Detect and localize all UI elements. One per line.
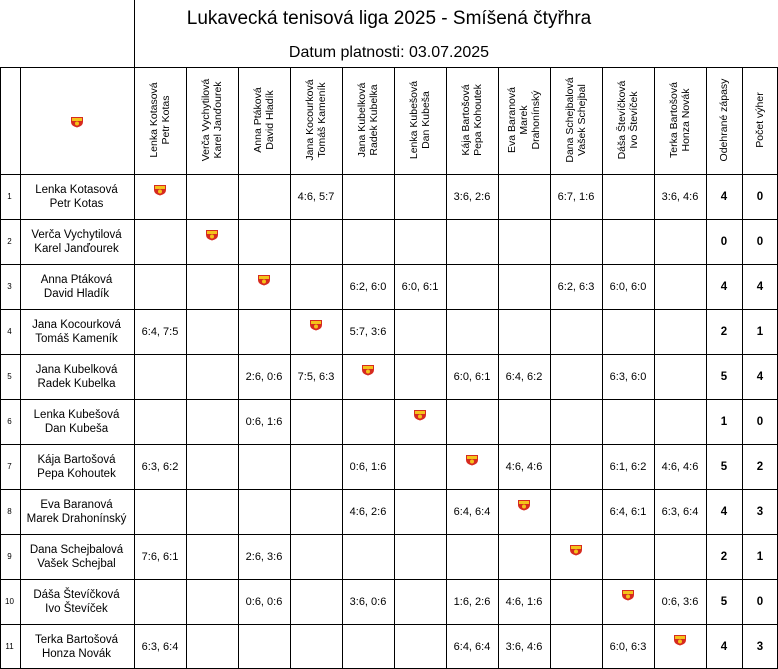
club-logo-icon [205,229,219,241]
team-player-2: David Hladík [43,287,110,300]
score-cell [290,624,342,669]
self-match-cell [654,624,706,669]
column-header [654,67,706,173]
column-header [290,67,342,173]
team-name [20,489,133,534]
row-number: 9 [7,552,12,561]
column-header-line: Marek [518,105,530,135]
played-header [706,67,742,173]
club-logo-icon [413,409,427,421]
match-score: 6:0, 6:0 [609,280,647,293]
score-cell [342,489,394,534]
self-match-cell [290,309,342,354]
column-header-line: Ivo Števíček [628,91,640,149]
score-cell [654,534,706,579]
column-header-line: Jana Kocourková [304,79,316,161]
score-cell [654,399,706,444]
score-cell [394,264,446,309]
match-score: 6:4, 6:4 [453,640,491,653]
wins-count: 1 [756,550,764,563]
score-cell [290,444,342,489]
match-score: 6:0, 6:3 [609,640,647,653]
match-score: 6:3, 6:4 [141,640,179,653]
score-cell [290,489,342,534]
column-header [498,67,550,173]
self-match-cell [394,399,446,444]
score-cell [134,534,186,579]
self-match-cell [498,489,550,534]
self-match-cell [550,534,602,579]
score-cell [550,264,602,309]
column-header [238,67,290,173]
row-number: 3 [7,282,12,291]
team-name [20,579,133,624]
row-number: 6 [7,417,12,426]
team-player-2: Petr Kotas [49,197,104,210]
club-logo-icon [621,589,635,601]
score-cell [446,624,498,669]
column-header-line: Petr Kotas [160,95,172,145]
row-number: 5 [7,372,12,381]
score-cell [342,219,394,264]
score-cell [602,489,654,534]
row-number: 7 [7,462,12,471]
score-cell [342,579,394,624]
score-cell [602,174,654,219]
team-player-1: Lenka Kotasová [35,183,118,196]
score-cell [654,309,706,354]
team-player-2: Dan Kubeša [44,422,109,435]
score-cell [550,309,602,354]
match-score: 6:4, 7:5 [141,325,179,338]
score-cell [498,534,550,579]
match-score: 6:2, 6:3 [557,280,595,293]
wins-header [742,67,778,173]
column-header [394,67,446,173]
score-cell [290,354,342,399]
score-cell [134,264,186,309]
page-title: Lukavecká tenisová liga 2025 - Smíšená čtyřhra [186,8,592,29]
club-logo-icon [517,499,531,511]
score-cell [290,579,342,624]
column-header-line: Kája Bartošová [460,84,472,156]
column-header-line: Vašek Schejbal [576,84,588,156]
match-score: 0:6, 1:6 [349,460,387,473]
self-match-cell [186,219,238,264]
column-header [134,67,186,173]
match-score: 6:0, 6:1 [453,370,491,383]
match-score: 4:6, 4:6 [505,460,543,473]
score-cell [238,354,290,399]
score-cell [394,354,446,399]
score-cell [394,489,446,534]
match-score: 2:6, 3:6 [245,550,283,563]
score-cell [654,579,706,624]
wins-count: 4 [756,280,764,293]
score-cell [342,444,394,489]
row-number: 10 [5,597,14,606]
team-name [20,444,133,489]
match-score: 6:4, 6:2 [505,370,543,383]
match-score: 3:6, 4:6 [505,640,543,653]
match-score: 4:6, 1:6 [505,595,543,608]
team-name [20,399,133,444]
score-cell [550,444,602,489]
played-count: 0 [720,235,728,248]
score-cell [550,219,602,264]
score-cell [394,219,446,264]
played-count: 5 [720,460,728,473]
score-cell [446,579,498,624]
team-player-2: Radek Kubelka [37,377,116,390]
match-score: 5:7, 3:6 [349,325,387,338]
team-player-2: Ivo Števíček [45,602,108,615]
column-header-line: Tomáš Kameník [316,82,328,158]
played-count: 4 [720,505,728,518]
score-cell [446,264,498,309]
column-header [342,67,394,173]
match-score: 0:6, 3:6 [661,595,699,608]
team-name [20,174,133,219]
score-cell [602,444,654,489]
self-match-cell [342,354,394,399]
club-logo-icon [361,364,375,376]
score-cell [446,489,498,534]
match-score: 6:3, 6:2 [141,460,179,473]
column-header [602,67,654,173]
score-cell [550,489,602,534]
team-player-1: Jana Kubelková [35,363,118,376]
played-count: 4 [720,280,728,293]
team-player-2: Marek Drahonínský [26,512,127,525]
column-header-line: Pepa Kohoutek [472,84,484,156]
score-cell [394,174,446,219]
column-header-line: Terka Bartošová [668,82,680,158]
score-cell [186,354,238,399]
stat-header-label: Odehrané zápasy [718,78,730,162]
column-header-line: Radek Kubelka [368,84,380,156]
score-cell [654,174,706,219]
row-number: 4 [7,327,12,336]
wins-count: 0 [756,595,764,608]
score-cell [394,444,446,489]
score-cell [186,534,238,579]
wins-count: 0 [756,235,764,248]
score-cell [238,174,290,219]
club-logo-icon [569,544,583,556]
wins-count: 0 [756,415,764,428]
wins-count: 3 [756,640,764,653]
column-header-line: Karel Janďourek [212,81,224,159]
match-score: 3:6, 4:6 [661,190,699,203]
stat-header-label: Počet výher [754,92,766,148]
score-cell [342,624,394,669]
team-player-2: Honza Novák [41,647,112,660]
club-logo-icon [70,115,84,127]
team-player-1: Terka Bartošová [34,633,119,646]
score-cell [186,399,238,444]
score-cell [498,624,550,669]
score-cell [654,489,706,534]
match-score: 6:2, 6:0 [349,280,387,293]
score-cell [290,534,342,579]
team-player-1: Dáša Števíčková [33,588,120,601]
team-player-2: Tomáš Kameník [35,332,118,345]
score-cell [238,309,290,354]
score-cell [498,174,550,219]
match-score: 4:6, 4:6 [661,460,699,473]
score-cell [498,309,550,354]
score-cell [238,579,290,624]
score-cell [290,399,342,444]
team-player-2: Vašek Schejbal [37,557,116,570]
score-cell [498,399,550,444]
wins-count: 3 [756,505,764,518]
row-number: 2 [7,237,12,246]
score-cell [342,264,394,309]
score-cell [186,264,238,309]
played-count: 5 [720,595,728,608]
score-cell [186,444,238,489]
column-header-line: Lenka Kubešová [408,80,420,160]
score-cell [342,534,394,579]
score-cell [134,399,186,444]
self-match-cell [238,264,290,309]
score-cell [550,354,602,399]
score-cell [134,489,186,534]
wins-count: 2 [756,460,764,473]
team-name [20,219,133,264]
match-score: 0:6, 0:6 [245,595,283,608]
team-player-1: Verča Vychytilová [31,228,122,241]
team-player-1: Dana Schejbalová [29,543,124,556]
team-name [20,309,133,354]
played-count: 2 [720,550,728,563]
score-cell [394,534,446,579]
score-cell [446,399,498,444]
score-cell [550,174,602,219]
score-cell [238,624,290,669]
validity-date: Datum platnosti: 03.07.2025 [288,44,490,61]
match-score: 3:6, 0:6 [349,595,387,608]
column-header-line: Anna Ptáková [252,87,264,153]
score-cell [186,174,238,219]
score-cell [550,399,602,444]
match-score: 6:1, 6:2 [609,460,647,473]
row-number: 1 [7,192,12,201]
row-number: 11 [5,642,14,651]
team-name [20,534,133,579]
score-cell [498,579,550,624]
score-cell [394,624,446,669]
club-logo-icon [465,454,479,466]
score-cell [134,219,186,264]
score-cell [446,219,498,264]
score-cell [654,219,706,264]
match-score: 6:7, 1:6 [557,190,595,203]
score-cell [446,354,498,399]
column-header-line: Dan Kubeša [420,91,432,149]
team-player-2: Karel Janďourek [34,242,119,255]
score-cell [134,444,186,489]
score-cell [654,264,706,309]
wins-count: 4 [756,370,764,383]
match-score: 2:6, 0:6 [245,370,283,383]
club-logo-icon [257,274,271,286]
match-score: 3:6, 2:6 [453,190,491,203]
score-cell [602,264,654,309]
score-cell [654,354,706,399]
team-name [20,624,133,669]
score-cell [498,354,550,399]
match-score: 7:6, 6:1 [141,550,179,563]
match-score: 4:6, 2:6 [349,505,387,518]
score-cell [342,309,394,354]
column-header [550,67,602,173]
column-header-line: David Hladík [264,90,276,150]
row-number: 8 [7,507,12,516]
match-score: 4:6, 5:7 [297,190,335,203]
match-score: 0:6, 1:6 [245,415,283,428]
column-header-line: Dáša Števíčková [616,80,628,160]
team-player-2: Pepa Kohoutek [37,467,116,480]
self-match-cell [602,579,654,624]
score-cell [134,579,186,624]
column-header-line: Verča Vychytilová [200,78,212,162]
column-header-line: Lenka Kotasová [148,82,160,158]
score-cell [238,534,290,579]
column-header [186,67,238,173]
match-score: 6:3, 6:4 [661,505,699,518]
score-cell [446,309,498,354]
score-cell [498,444,550,489]
score-cell [602,219,654,264]
team-player-1: Eva Baranová [40,498,113,511]
score-cell [550,624,602,669]
score-cell [186,579,238,624]
corner-logo [20,67,134,174]
score-cell [290,174,342,219]
score-cell [186,309,238,354]
score-cell [342,174,394,219]
wins-count: 0 [756,190,764,203]
self-match-cell [446,444,498,489]
score-cell [134,354,186,399]
score-cell [342,399,394,444]
match-score: 6:4, 6:1 [609,505,647,518]
score-cell [602,309,654,354]
score-cell [446,534,498,579]
score-cell [186,489,238,534]
match-score: 6:3, 6:0 [609,370,647,383]
score-cell [446,174,498,219]
team-player-1: Anna Ptáková [40,273,113,286]
played-count: 4 [720,190,728,203]
score-cell [238,444,290,489]
played-count: 2 [720,325,728,338]
score-cell [602,534,654,579]
score-cell [602,399,654,444]
column-header-line: Dana Schejbalová [564,77,576,163]
team-name [20,264,133,309]
club-logo-icon [309,319,323,331]
score-cell [238,489,290,534]
score-cell [394,579,446,624]
score-cell [394,309,446,354]
played-count: 1 [720,415,728,428]
score-cell [290,264,342,309]
score-cell [602,624,654,669]
played-count: 5 [720,370,728,383]
match-score: 6:0, 6:1 [401,280,439,293]
wins-count: 1 [756,325,764,338]
team-player-1: Kája Bartošová [37,453,116,466]
score-cell [238,219,290,264]
column-header-line: Eva Baranová [506,87,518,153]
score-cell [654,444,706,489]
self-match-cell [134,174,186,219]
club-logo-icon [673,634,687,646]
score-cell [550,579,602,624]
team-player-1: Lenka Kubešová [33,408,120,421]
score-cell [602,354,654,399]
column-header [446,67,498,173]
score-cell [498,264,550,309]
team-name [20,354,133,399]
team-player-1: Jana Kocourková [32,318,121,331]
played-count: 4 [720,640,728,653]
score-cell [290,219,342,264]
score-cell [134,309,186,354]
score-cell [186,624,238,669]
match-score: 1:6, 2:6 [453,595,491,608]
score-cell [498,219,550,264]
column-header-line: Jana Kubelková [356,82,368,158]
club-logo-icon [153,184,167,196]
score-cell [134,624,186,669]
column-header-line: Honza Novák [680,88,692,152]
match-score: 6:4, 6:4 [453,505,491,518]
score-cell [238,399,290,444]
match-score: 7:5, 6:3 [297,370,335,383]
column-header-line: Drahonínský [530,90,542,150]
